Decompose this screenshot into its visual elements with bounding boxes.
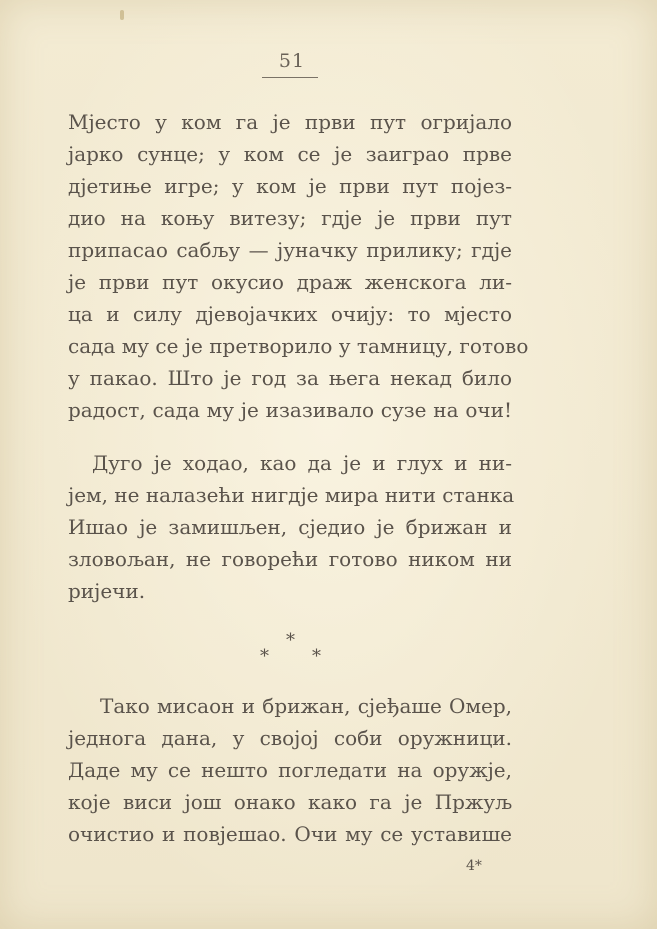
text-line: Мјесто у ком га је први пут огријало <box>68 110 512 134</box>
text-line: дјетиње игре; у ком је први пут појез- <box>68 174 512 198</box>
text-line: радост, сада му је изазивало сузе на очи! <box>68 398 512 422</box>
page-number-underline <box>262 77 318 78</box>
text-line: Дуго је ходао, као да је и глух и ни- <box>92 451 512 475</box>
text-line: Тако мисаон и брижан, сјеђаше Омер, <box>100 694 512 718</box>
text-line: Ишао је замишљен, сједио је брижан и <box>68 515 512 539</box>
text-line: Даде му се нешто погледати на оружје, <box>68 758 512 782</box>
text-line: је први пут окусио драж женскога ли- <box>68 270 512 294</box>
text-line: јем, не налазећи нигдје мира нити станка <box>68 483 515 507</box>
page-number: 51 <box>278 50 306 72</box>
text-line: јарко сунце; у ком се је заиграо прве <box>68 142 512 166</box>
asterism-star: * <box>260 646 269 667</box>
asterism-star: * <box>286 630 295 651</box>
text-line: дио на коњу витезу; гдје је први пут <box>68 206 512 230</box>
asterism-star: * <box>312 646 321 667</box>
text-line: у пакао. Што је год за њега некад било <box>68 366 512 390</box>
text-line: које виси још онако како га је Пржуљ <box>68 790 512 814</box>
text-line: ца и силу дјевојачких очију: то мјесто <box>68 302 512 326</box>
text-line: једнога дана, у својој соби оружници. <box>68 726 512 750</box>
text-line: очистио и повјешао. Очи му се уставише <box>68 822 512 846</box>
signature-mark: 4* <box>466 858 482 874</box>
text-line: ријечи. <box>68 579 146 603</box>
text-line: сада му се је претворило у тамницу, готово <box>68 334 529 358</box>
page-stain <box>120 10 124 20</box>
text-line: припасао сабљу — јуначку прилику; гдје <box>68 238 512 262</box>
text-line: зловољан, не говорећи готово ником ни <box>68 547 512 571</box>
